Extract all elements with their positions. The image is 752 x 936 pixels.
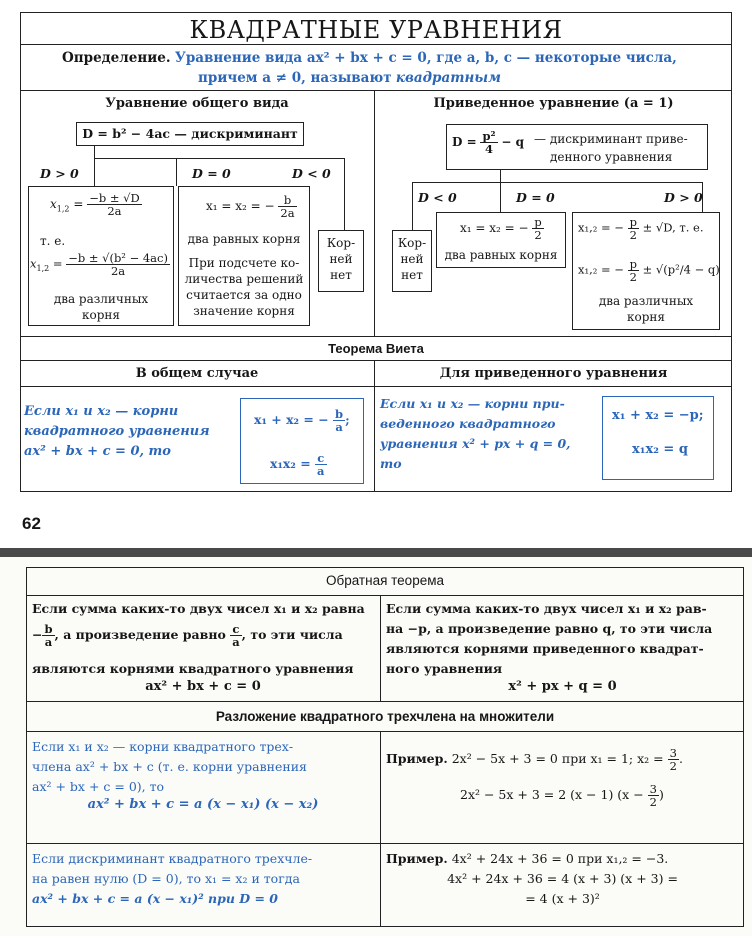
frac-den: a xyxy=(232,635,240,649)
factoring-header: Разложение квадратного трехчлена на множители xyxy=(215,709,555,724)
factoring-row1-left-3: ax² + bx + c = 0), то xyxy=(32,779,165,794)
page-number: 62 xyxy=(22,514,41,533)
page-title: КВАДРАТНЫЕ УРАВНЕНИЯ xyxy=(189,16,563,44)
general-d-neg: D < 0 xyxy=(292,166,331,181)
frac-num: b xyxy=(335,407,344,421)
factoring-row1-left-4: ax² + bx + c = a (x − x₁) (x − x₂) xyxy=(87,797,319,812)
frac-den: 2a xyxy=(107,204,122,218)
vieta-reduced-text-3: уравнения x² + px + q = 0, xyxy=(380,436,571,451)
converse-left-3: являются корнями квадратного уравнения xyxy=(32,661,354,676)
vieta-header: Теорема Виета xyxy=(328,341,424,356)
connector xyxy=(500,170,501,182)
factoring-row1-right-1: Пример. 2x² − 5x + 3 = 0 при x₁ = 1; x₂ = $\frac{3}{2}$ . xyxy=(386,746,683,773)
factoring-row2-left-1: Если дискриминант квадратного трехчле- xyxy=(32,851,313,866)
fraction xyxy=(668,747,679,772)
converse-right-1: Если сумма каких-то двух чисел x₁ и x₂ рав- xyxy=(386,601,707,616)
frac-den: 2 xyxy=(649,795,657,809)
factoring-row2-right-2: 4x² + 24x + 36 = 4 (x + 3) (x + 3) = xyxy=(447,871,678,886)
divider xyxy=(20,90,732,91)
converse-right-4: ного уравнения xyxy=(386,661,503,676)
general-note-3: считается за одно xyxy=(186,288,302,302)
frac-num: b xyxy=(44,622,53,636)
frac-den: 2a xyxy=(280,206,295,220)
general-no-roots-3: нет xyxy=(330,268,352,282)
vieta-reduced-prod: x₁x₂ = q xyxy=(632,442,688,457)
definition-text-2: причем a ≠ 0, называют xyxy=(198,70,392,86)
vieta-general-prod xyxy=(270,452,327,477)
formula-lhs: x₁ = x₂ = − xyxy=(460,221,529,235)
fraction xyxy=(87,192,142,217)
converse-right-2: на −p, а произведение равно q, то эти числа xyxy=(386,621,713,636)
reduced-disc-text-2: денного уравнения xyxy=(550,150,673,164)
vieta-reduced-header: Для приведенного уравнения xyxy=(439,366,668,381)
definition-term: квадратным xyxy=(395,70,501,86)
general-te: т. е. xyxy=(40,234,66,248)
connector xyxy=(500,182,501,212)
reduced-disc-text-1: — дискриминант приве- xyxy=(534,132,688,146)
frac-num: 3 xyxy=(649,782,657,796)
reduced-x12b-formula xyxy=(578,258,720,283)
connector xyxy=(94,146,95,186)
frac-num: p xyxy=(629,257,637,271)
general-no-roots-1: Кор- xyxy=(326,236,356,250)
connector xyxy=(412,182,413,230)
reduced-no-roots-2: ней xyxy=(400,252,424,266)
frac-den: 2 xyxy=(669,759,677,773)
reduced-discriminant xyxy=(452,130,524,155)
converse-left-1: Если сумма каких-то двух чисел x₁ и x₂ равна xyxy=(32,601,365,616)
converse-right-3: являются корнями приведенного квадрат- xyxy=(386,641,704,656)
frac-num: 3 xyxy=(669,746,677,760)
formula-rhs: ± √D, т. е. xyxy=(642,220,704,235)
reduced-d-zero: D = 0 xyxy=(516,190,555,205)
connector xyxy=(344,158,345,230)
vieta-reduced-text-4: то xyxy=(380,456,402,471)
frac-den: 4 xyxy=(485,142,494,156)
reduced-no-roots-3: нет xyxy=(401,268,423,282)
example-text: 2x² − 5x + 3 = 2 (x − 1) (x − xyxy=(460,787,644,802)
reduced-two-diff-2: корня xyxy=(627,310,665,324)
fraction xyxy=(532,216,543,241)
factoring-row2-left-3: ax² + bx + c = a (x − x₁)² при D = 0 xyxy=(32,891,279,906)
fraction xyxy=(628,216,639,241)
divider xyxy=(26,701,744,702)
x-subscript: 1,2 xyxy=(56,204,70,214)
example-label: Пример. xyxy=(386,751,448,766)
general-x12b-formula: $x_{1,2}$ = $\frac{\text{−b ± √(b² − 4ac)}}{2a}$ xyxy=(30,251,168,278)
reduced-two-diff-1: два различных xyxy=(598,294,694,308)
page-separator xyxy=(0,548,752,557)
connector xyxy=(412,182,702,183)
text-part: , то эти числа xyxy=(241,627,343,642)
general-header: Уравнение общего вида xyxy=(105,96,289,111)
formula-lhs: x₁,₂ = − xyxy=(578,220,624,235)
reduced-d-pos: D > 0 xyxy=(664,190,703,205)
x-symbol: x xyxy=(50,197,57,211)
frac-num: −b ± √(b² − 4ac) xyxy=(68,251,168,265)
reduced-no-roots-1: Кор- xyxy=(397,236,427,250)
formula-lhs: x₁ + x₂ = − xyxy=(254,412,329,427)
converse-header: Обратная теорема xyxy=(325,573,444,588)
divider xyxy=(20,360,732,361)
page-2 xyxy=(0,557,752,936)
vieta-reduced-text-1: Если x₁ и x₂ — корни при- xyxy=(380,396,565,411)
general-two-equal: два равных корня xyxy=(187,232,301,246)
formula-rhs: ± √(p²/4 − q) xyxy=(642,262,720,277)
frac-den: 2 xyxy=(629,228,637,242)
vieta-general-sum: x₁ + x₂ = − $\frac{b}{a}$ ; xyxy=(254,407,350,434)
general-d-pos: D > 0 xyxy=(40,166,79,181)
frac-num: c xyxy=(315,452,326,465)
definition-label: Определение. xyxy=(62,50,171,66)
general-x1x2-formula xyxy=(206,194,297,219)
disc-lhs: D = xyxy=(452,135,477,149)
reduced-two-equal: два равных корня xyxy=(444,248,558,262)
reduced-header: Приведенное уравнение (a = 1) xyxy=(433,96,674,111)
divider xyxy=(26,595,744,596)
fraction xyxy=(278,194,296,219)
frac-num: b xyxy=(278,194,296,207)
fraction xyxy=(648,783,659,808)
formula-lhs: x₁,₂ = − xyxy=(578,262,624,277)
reduced-x12-formula xyxy=(578,216,704,241)
example-text: 4x² + 24x + 36 = 0 при x₁,₂ = −3. xyxy=(451,851,669,866)
general-two-diff-1: два различных xyxy=(53,292,149,306)
vieta-general-text-2: квадратного уравнения xyxy=(24,424,210,439)
minus-sign: − xyxy=(32,627,43,642)
disc-rhs: − q xyxy=(501,135,524,149)
frac-num: −b ± √D xyxy=(89,191,140,205)
general-note-2: личества решений xyxy=(184,272,304,286)
frac-den: a xyxy=(335,420,343,434)
divider xyxy=(26,731,744,732)
divider xyxy=(20,44,732,45)
converse-right-5: x² + px + q = 0 xyxy=(508,679,617,694)
example-text: 2x² − 5x + 3 = 0 при x₁ = 1; x₂ = xyxy=(451,751,664,766)
converse-left-4: ax² + bx + c = 0 xyxy=(145,679,261,694)
definition-line-1 xyxy=(62,50,677,66)
factoring-row1-right-2: 2x² − 5x + 3 = 2 (x − 1) (x − $\frac{3}{2}$ ) xyxy=(460,782,664,809)
factoring-row1-left-1: Если x₁ и x₂ — корни квадратного трех- xyxy=(32,739,294,754)
frac-num: p xyxy=(534,215,542,229)
formula-lhs: x₁x₂ = xyxy=(270,456,311,471)
column-divider xyxy=(374,90,375,336)
reduced-x1x2-formula xyxy=(460,216,544,241)
divider xyxy=(20,386,732,387)
x-subscript: 1,2 xyxy=(36,263,50,273)
vieta-general-text-1: Если x₁ и x₂ — корни xyxy=(24,404,179,419)
fraction xyxy=(628,258,639,283)
general-no-roots-2: ней xyxy=(329,252,353,266)
frac-den: a xyxy=(317,464,325,478)
divider xyxy=(20,336,732,337)
factoring-row1-left-2: члена ax² + bx + c (т. е. корни уравнения xyxy=(32,759,307,774)
vieta-reduced-text-2: веденного квадратного xyxy=(380,416,556,431)
factoring-row2-left-2: на равен нулю (D = 0), то x₁ = x₂ и тогда xyxy=(32,871,300,886)
frac-den: 2 xyxy=(534,228,542,242)
converse-left-2 xyxy=(32,623,343,648)
factoring-row2-right-3: = 4 (x + 3)² xyxy=(525,891,600,906)
connector xyxy=(94,158,344,159)
fraction xyxy=(315,452,326,477)
vieta-general-header: В общем случае xyxy=(135,366,259,381)
fraction xyxy=(230,623,241,648)
general-note-1: При подсчете ко- xyxy=(188,256,300,270)
formula-lhs: x₁ = x₂ = − xyxy=(206,199,275,213)
connector xyxy=(176,158,177,186)
general-two-diff-2: корня xyxy=(82,308,120,322)
fraction xyxy=(480,130,497,155)
frac-den: 2a xyxy=(110,264,126,278)
factoring-row2-right-1 xyxy=(386,851,668,866)
divider xyxy=(26,843,744,844)
frac-num: p² xyxy=(482,129,496,143)
definition-line-2 xyxy=(198,70,501,86)
frac-num: c xyxy=(230,623,241,636)
definition-text-1: Уравнение вида ax² + bx + c = 0, где a, b, c — некоторые числа, xyxy=(174,50,677,66)
example-label: Пример. xyxy=(386,851,448,866)
general-note-4: значение корня xyxy=(193,304,295,318)
x-symbol: x xyxy=(30,256,37,271)
fraction xyxy=(333,408,345,433)
fraction xyxy=(42,623,54,648)
frac-num: p xyxy=(629,215,637,229)
general-discriminant: D = b² − 4ac — дискриминант xyxy=(82,126,298,141)
frac-den: 2 xyxy=(629,270,637,284)
vieta-reduced-sum: x₁ + x₂ = −p; xyxy=(612,408,704,423)
general-x12-formula: $x_{1,2}$ = $\frac{-b \pm √D}{2a}$ xyxy=(50,191,140,218)
vieta-general-text-3: ax² + bx + c = 0, то xyxy=(24,444,171,459)
general-d-zero: D = 0 xyxy=(192,166,231,181)
text-part: , а произведение равно xyxy=(54,627,226,642)
fraction xyxy=(66,252,170,277)
frac-den: a xyxy=(44,635,53,649)
reduced-d-neg: D < 0 xyxy=(418,190,457,205)
